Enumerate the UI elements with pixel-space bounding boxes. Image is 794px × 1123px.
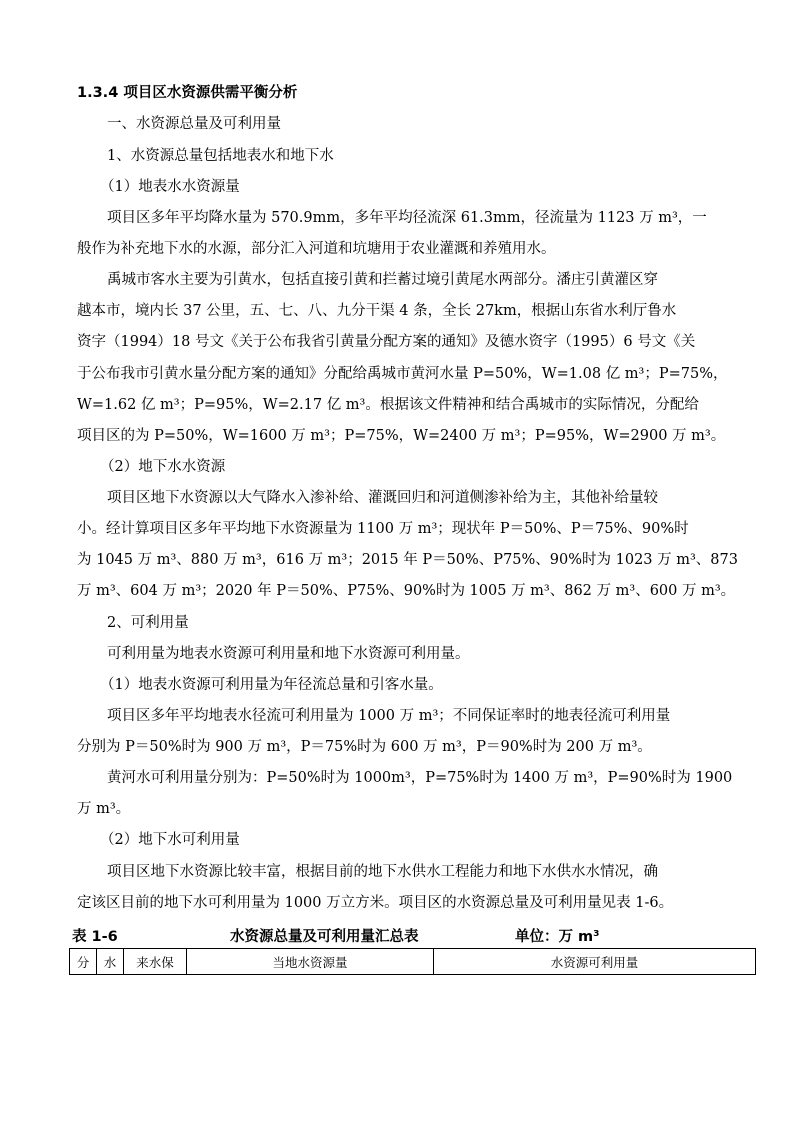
paragraph-line: 项目区多年平均地表水径流可利用量为 1000 万 m³；不同保证率时的地表径流可利用量	[107, 708, 671, 724]
table-title: 水资源总量及可利用量汇总表	[230, 929, 419, 945]
paragraph-line: 黄河水可利用量分别为：P=50%时为 1000m³，P=75%时为 1400 万 m³，P=90%时为 1900	[107, 770, 733, 786]
summary-table	[69, 948, 756, 975]
paragraph-line: 项目区地下水资源比较丰富，根据目前的地下水供水工程能力和地下水供水水情况，确	[107, 864, 658, 880]
paragraph-line: 为 1045 万 m³、880 万 m³，616 万 m³；2015 年 P＝50%、P75%、90%时为 1023 万 m³、873	[77, 552, 738, 568]
paragraph-line: 万 m³。	[77, 801, 131, 817]
paragraph-line: 项目区多年平均降水量为 570.9mm，多年平均径流深 61.3mm，径流量为 1123 万 m³，一	[107, 210, 707, 226]
paragraph-line: 分别为 P＝50%时为 900 万 m³，P＝75%时为 600 万 m³，P＝90%时为 200 万 m³。	[77, 739, 652, 755]
paragraph-line: 定该区目前的地下水可利用量为 1000 万立方米。项目区的水资源总量及可利用量见表 1-6。	[77, 895, 674, 911]
table-header-cell: 分	[70, 949, 97, 975]
paragraph-line: 2、可利用量	[107, 615, 189, 631]
paragraph-line: （2）地下水水资源	[100, 459, 226, 475]
paragraph-line: 万 m³、604 万 m³；2020 年 P＝50%、P75%、90%时为 1005 万 m³、862 万 m³、600 万 m³。	[77, 583, 736, 599]
table-number: 表 1-6	[72, 929, 118, 945]
table-header-cell: 当地水资源量	[187, 949, 434, 975]
paragraph-line: 项目区地下水资源以大气降水入渗补给、灌溉回归和河道侧渗补给为主，其他补给量较	[107, 490, 658, 506]
paragraph-line: 般作为补充地下水的水源，部分汇入河道和坑塘用于农业灌溉和养殖用水。	[77, 241, 556, 257]
paragraph-line: 禹城市客水主要为引黄水，包括直接引黄和拦蓄过境引黄尾水两部分。潘庄引黄灌区穿	[107, 272, 658, 288]
table-header-row	[70, 949, 756, 975]
paragraph-line: 1、水资源总量包括地表水和地下水	[107, 148, 334, 164]
paragraph-line: 资字（1994）18 号文《关于公布我省引黄量分配方案的通知》及德水资字（1995）6 号文《关	[77, 334, 696, 350]
table-header-cell: 水资源可利用量	[434, 949, 756, 975]
paragraph-line: （1）地表水资源可利用量为年径流总量和引客水量。	[100, 677, 443, 693]
paragraph-line: W=1.62 亿 m³；P=95%，W=2.17 亿 m³。根据该文件精神和结合禹城市的实际情况，分配给	[77, 397, 699, 413]
paragraph-line: 小。经计算项目区多年平均地下水资源量为 1100 万 m³；现状年 P＝50%、P＝75%、90%时	[77, 521, 689, 537]
paragraph-line: （1）地表水水资源量	[100, 179, 240, 195]
table-header-cell: 来水保	[124, 949, 187, 975]
paragraph-line: 可利用量为地表水资源可利用量和地下水资源可利用量。	[107, 646, 470, 662]
section-title: 1.3.4 项目区水资源供需平衡分析	[77, 85, 298, 101]
paragraph-line: 越本市，境内长 37 公里，五、七、八、九分干渠 4 条，全长 27km，根据山东省水利厅鲁水	[77, 303, 677, 319]
paragraph-line: 一、水资源总量及可利用量	[107, 116, 281, 132]
paragraph-line: 项目区的为 P=50%，W=1600 万 m³；P=75%，W=2400 万 m³；P=95%，W=2900 万 m³。	[77, 428, 726, 444]
paragraph-line: 于公布我市引黄水量分配方案的通知》分配给禹城市黄河水量 P=50%，W=1.08 亿 m³；P=75%，	[77, 366, 728, 382]
paragraph-line: （2）地下水可利用量	[100, 832, 240, 848]
table-unit: 单位：万 m³	[515, 929, 600, 945]
table-header-cell: 水	[97, 949, 124, 975]
